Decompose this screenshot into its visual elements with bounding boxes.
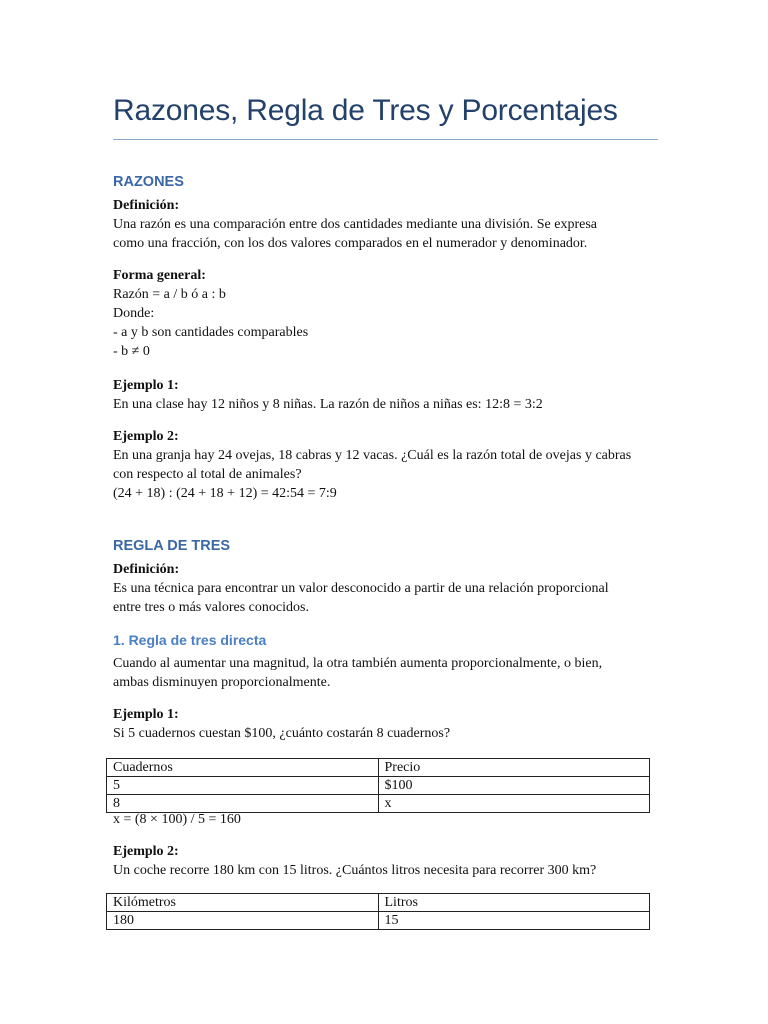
forma-general-text: Razón = a / b ó a : b Donde: - a y b son cantidades comparables - b ≠ 0 — [113, 287, 309, 359]
table-cell: $100 — [378, 777, 650, 795]
title-underline — [113, 139, 658, 140]
section-heading-regla-de-tres: REGLA DE TRES — [113, 538, 231, 554]
razones-example2-text: En una granja hay 24 ovejas, 18 cabras y 12 vacas. ¿Cuál es la razón total de ovejas y cabras con respecto al total de animales? (24 + 18) : (24 + 18 + 12) = 42:54 = 7:9 — [113, 448, 632, 501]
razones-definition-text: Una razón es una comparación entre dos cantidades mediante una división. Se expresa como una fracción, con los dos valores comparados en el numerador y denominador. — [113, 217, 597, 251]
cuadernos-table — [106, 758, 650, 813]
table-row — [107, 777, 650, 795]
table-cell: 5 — [107, 777, 379, 795]
table-cell: 180 — [107, 912, 379, 930]
directa-description: Cuando al aumentar una magnitud, la otra también aumenta proporcionalmente, o bien, ambas disminuyen proporcionalmente. — [113, 656, 603, 690]
regla-definition-label: Definición: — [113, 562, 180, 577]
razones-example1-text: En una clase hay 12 niños y 8 niñas. La razón de niños a niñas es: 12:8 = 3:2 — [113, 397, 543, 412]
table-header-cell: Precio — [378, 759, 650, 777]
section-heading-razones: RAZONES — [113, 174, 184, 190]
subsection-heading-directa: 1. Regla de tres directa — [113, 632, 267, 648]
regla-definition-text: Es una técnica para encontrar un valor desconocido a partir de una relación proporcional entre tres o más valores conocidos. — [113, 581, 609, 615]
directa-example2-label: Ejemplo 2: — [113, 844, 179, 859]
directa-example2-text: Un coche recorre 180 km con 15 litros. ¿Cuántos litros necesita para recorrer 300 km? — [113, 863, 597, 878]
table-header-cell: Kilómetros — [107, 894, 379, 912]
page-title: Razones, Regla de Tres y Porcentajes — [113, 94, 618, 127]
razones-definition-label: Definición: — [113, 198, 180, 213]
razones-example1-label: Ejemplo 1: — [113, 378, 179, 393]
directa-example1-result: x = (8 × 100) / 5 = 160 — [113, 812, 241, 827]
table-cell: 8 — [107, 795, 379, 813]
forma-general-label: Forma general: — [113, 268, 206, 283]
table-cell: 15 — [378, 912, 650, 930]
table-row — [107, 894, 650, 912]
table-header-cell: Litros — [378, 894, 650, 912]
table-row — [107, 912, 650, 930]
table-cell: x — [378, 795, 650, 813]
table-row — [107, 759, 650, 777]
razones-example2-label: Ejemplo 2: — [113, 429, 179, 444]
directa-example1-label: Ejemplo 1: — [113, 707, 179, 722]
table-header-cell: Cuadernos — [107, 759, 379, 777]
kilometros-table — [106, 893, 650, 930]
directa-example1-text: Si 5 cuadernos cuestan $100, ¿cuánto costarán 8 cuadernos? — [113, 726, 451, 741]
